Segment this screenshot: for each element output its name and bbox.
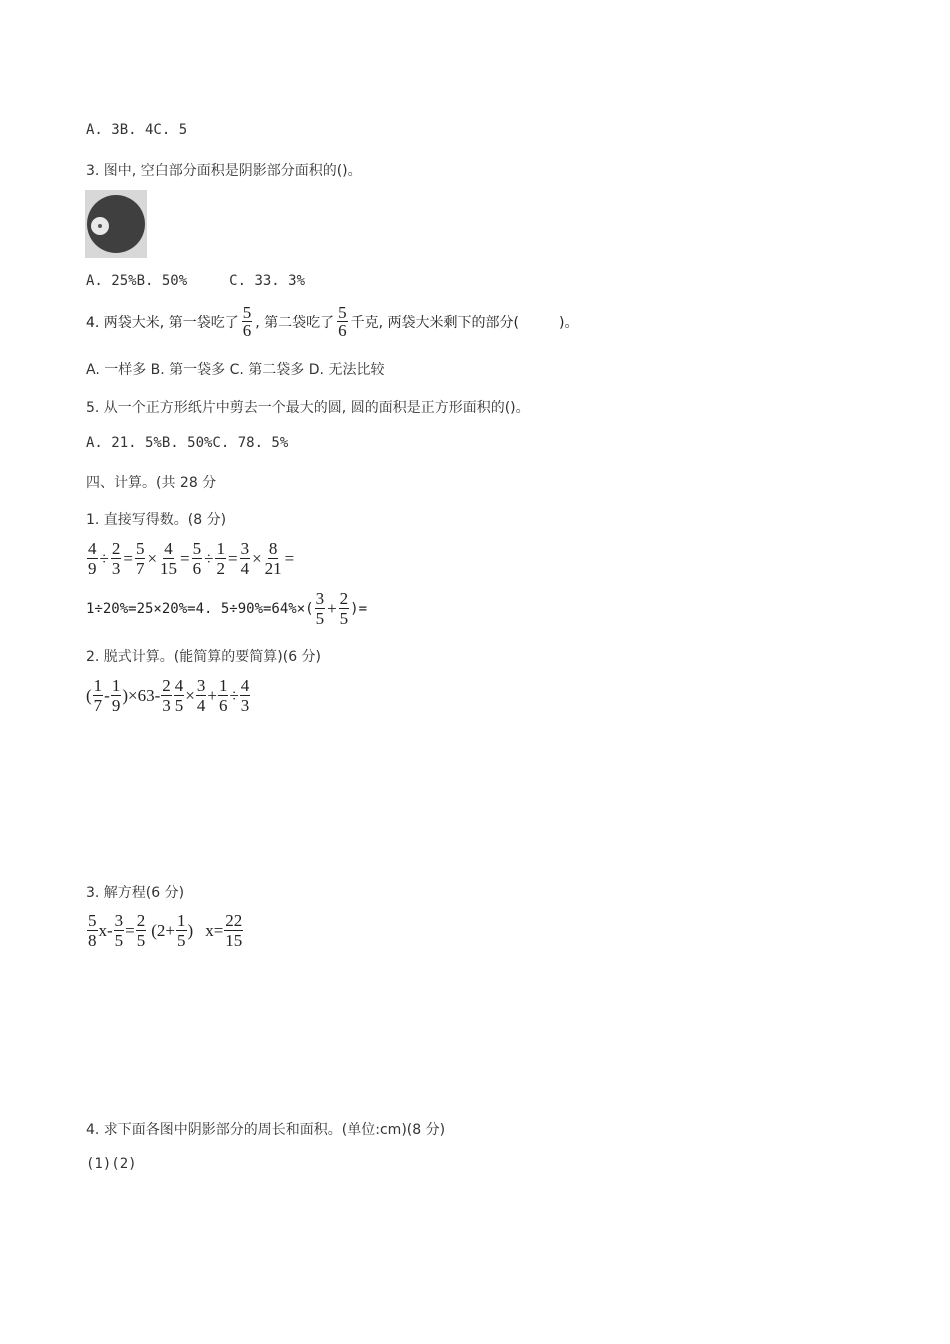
q3-stem: 3. 图中, 空白部分面积是阴影部分面积的()。 (86, 163, 362, 179)
equals: = (125, 920, 135, 940)
fraction: $\frac{3}{5}$ (315, 589, 325, 628)
p2-expression (86, 677, 251, 714)
fraction: $\frac{1}{2}$ (216, 539, 225, 578)
fraction: $\frac{8}{21}$ (264, 539, 282, 578)
paren-close: ) (187, 920, 194, 940)
fraction: $\frac{1}{9}$ (111, 676, 121, 715)
fraction: $\frac{2}{3}$ (111, 539, 121, 578)
p4-title: 4. 求下面各图中阴影部分的周长和面积。(单位:cm)(8 分) (86, 1122, 446, 1138)
operator: × (147, 548, 158, 568)
q3-options (86, 273, 305, 289)
equals: = (180, 548, 190, 568)
q4-text-4: )。 (559, 314, 579, 331)
section4-heading: 四、计算。(共 28 分 (86, 475, 217, 491)
fraction: $\frac{5}{7}$ (135, 539, 145, 578)
q4-options: A. 一样多 B. 第一袋多 C. 第二袋多 D. 无法比较 (86, 362, 385, 378)
fraction: $\frac{5}{6}$ (192, 539, 202, 578)
fraction: $\frac{4}{5}$ (174, 676, 184, 715)
variable-text: x= (205, 920, 224, 940)
p4-sub: (1)(2) (86, 1156, 137, 1172)
p2-title: 2. 脱式计算。(能简算的要简算)(6 分) (86, 649, 322, 665)
fraction: $\frac{5}{8}$ (88, 911, 97, 950)
shaded-circle-image (85, 190, 147, 258)
fraction: $\frac{1}{5}$ (177, 911, 186, 950)
equals: = (284, 548, 295, 568)
q4-fraction-2: $\frac{5}{6}$ (338, 303, 347, 340)
fraction: $\frac{3}{5}$ (114, 911, 124, 950)
q4-stem (86, 304, 578, 339)
operator: - (104, 685, 110, 705)
operator: + (207, 685, 217, 705)
q5-options: A. 21. 5%B. 50%C. 78. 5% (86, 435, 289, 451)
fraction: $\frac{3}{4}$ (196, 676, 206, 715)
fraction: $\frac{3}{4}$ (240, 539, 250, 578)
fraction: $\frac{4}{9}$ (88, 539, 97, 578)
equals: = (123, 548, 133, 568)
fraction: $\frac{2}{5}$ (136, 911, 146, 950)
q4-text-3: 千克, 两袋大米剩下的部分( (350, 314, 519, 331)
operator: + (327, 598, 337, 618)
p3-title: 3. 解方程(6 分) (86, 885, 185, 901)
equals: = (227, 548, 238, 568)
fraction: $\frac{2}{3}$ (162, 676, 171, 715)
q3-option-c: C. 33. 3% (229, 273, 306, 289)
operator: ÷ (99, 548, 109, 568)
operator: ÷ (229, 685, 239, 705)
p1-row2 (86, 590, 367, 627)
fraction: $\frac{22}{15}$ (225, 911, 243, 950)
row2-text: 1÷20%=25×20%=4. 5÷90%=64%×( (86, 600, 314, 617)
fraction: $\frac{1}{6}$ (218, 676, 228, 715)
q4-fraction-1: $\frac{5}{6}$ (242, 303, 252, 340)
fraction: $\frac{4}{3}$ (240, 676, 250, 715)
q3-figure (85, 190, 147, 258)
q4-text-1: 4. 两袋大米, 第一袋吃了 (86, 314, 239, 331)
open-paren: ( (86, 685, 92, 705)
q3-option-ab: A. 25%B. 50% (86, 273, 188, 289)
p1-row1 (86, 540, 295, 577)
paren-text: (2+ (151, 920, 176, 940)
row2-close: )= (350, 600, 368, 617)
p1-title: 1. 直接写得数。(8 分) (86, 512, 227, 528)
fraction: $\frac{1}{7}$ (93, 676, 103, 715)
fraction: $\frac{2}{5}$ (339, 589, 349, 628)
operator: × (185, 685, 195, 705)
fraction: $\frac{4}{15}$ (160, 539, 178, 578)
operator: × (252, 548, 262, 568)
close-paren-times: )×63- (122, 685, 161, 705)
q4-text-2: , 第二袋吃了 (255, 314, 335, 331)
operator: ÷ (204, 548, 214, 568)
p3-equations (86, 912, 244, 949)
q5-stem: 5. 从一个正方形纸片中剪去一个最大的圆, 圆的面积是正方形面积的()。 (86, 400, 530, 416)
variable-text: x- (98, 920, 113, 940)
q2-options: A. 3B. 4C. 5 (86, 122, 188, 138)
